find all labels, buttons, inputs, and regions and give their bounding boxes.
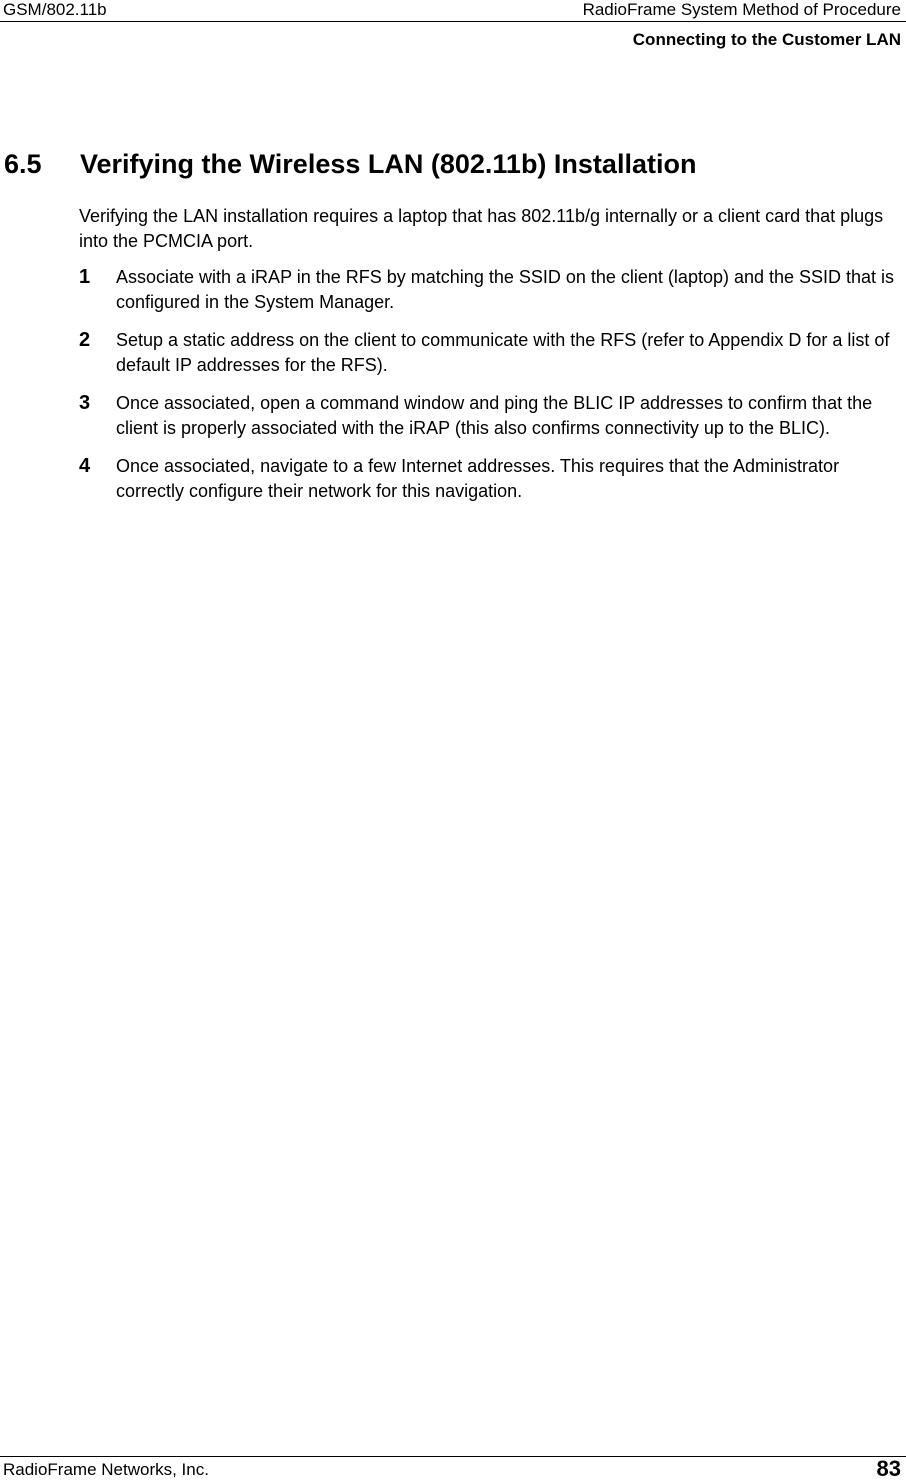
procedure-steps: [79, 265, 902, 517]
header-divider: [0, 21, 906, 22]
footer-company: RadioFrame Networks, Inc.: [3, 1460, 209, 1479]
step-number: 3: [79, 392, 91, 414]
step-text: Once associated, open a command window and ping the BLIC IP addresses to confirm that the client is properly associated with the iRAP (this also confirms connectivity up to the BLIC).: [116, 393, 873, 438]
step-number: 4: [79, 455, 91, 477]
header-chapter-title: Connecting to the Customer LAN: [632, 30, 901, 49]
step-text: Once associated, navigate to a few Internet addresses. This requires that the Administrator correctly configure their network for this navigation.: [116, 456, 840, 501]
section-number: 6.5: [4, 149, 42, 179]
procedure-step: [79, 454, 902, 504]
procedure-step: [79, 328, 902, 378]
footer-divider: [0, 1456, 906, 1457]
header-doc-id: GSM/802.11b: [3, 0, 107, 19]
step-number: 2: [79, 329, 91, 351]
procedure-step: [79, 391, 902, 441]
procedure-step: [79, 265, 902, 315]
section-title: Verifying the Wireless LAN (802.11b) Installation: [80, 149, 697, 179]
page-number: 83: [876, 1456, 901, 1481]
intro-paragraph: Verifying the LAN installation requires a laptop that has 802.11b/g internally or a client card that plugs into the PCMCIA port.: [79, 206, 884, 251]
header-doc-title: RadioFrame System Method of Procedure: [582, 0, 901, 19]
step-number: 1: [79, 266, 91, 288]
step-text: Associate with a iRAP in the RFS by matching the SSID on the client (laptop) and the SSID that is configured in the System Manager.: [116, 267, 895, 312]
step-text: Setup a static address on the client to communicate with the RFS (refer to Appendix D for a list of default IP addresses for the RFS).: [116, 330, 890, 375]
section-heading: [4, 147, 696, 181]
